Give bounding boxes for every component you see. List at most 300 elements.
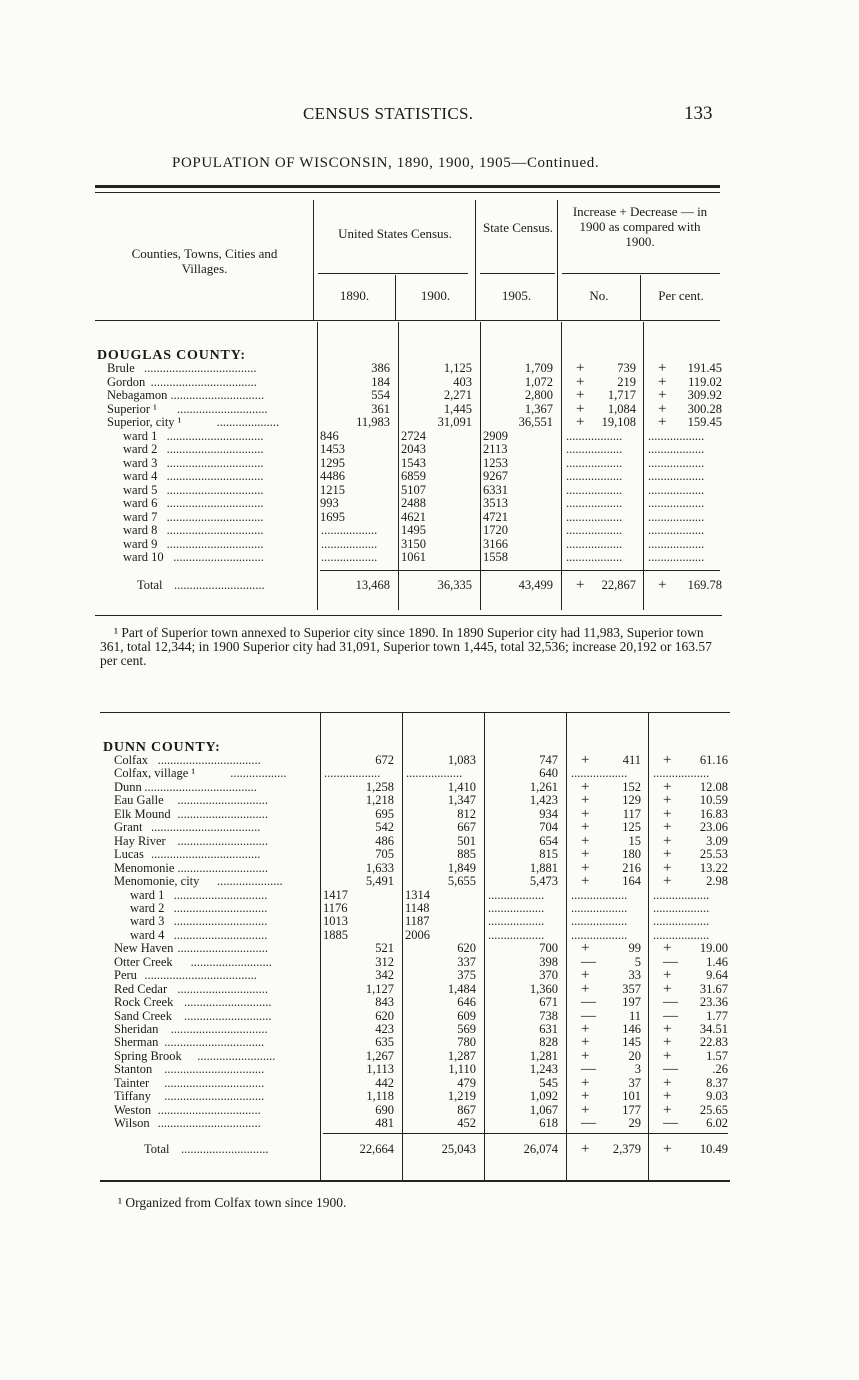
change-no: 164 [622, 874, 641, 889]
change-pct: 10.59 [699, 793, 728, 808]
leader-dots: .............................. [173, 928, 268, 942]
change-pct: 10.49 [699, 1142, 728, 1156]
value-1890: 13,468 [355, 578, 390, 592]
value-1890: 1,113 [366, 1062, 394, 1077]
value-1890: 1885 [323, 927, 348, 942]
change-sign: — [581, 1115, 596, 1132]
value-1905: 1,072 [524, 374, 553, 389]
table-title: POPULATION OF WISCONSIN, 1890, 1900, 1905—Continued. [172, 155, 600, 171]
leader-dots: ............................. [177, 982, 269, 996]
value-1905: 5,473 [529, 874, 558, 889]
change-no: 177 [622, 1102, 641, 1117]
change-pct: 12.08 [699, 779, 728, 794]
table-row [0, 416, 859, 429]
row-name: ward 8 [123, 523, 158, 537]
row-name: Total [137, 578, 163, 592]
pct-sign: + [658, 373, 667, 390]
value-1890: 554 [371, 388, 390, 402]
change-sign: + [581, 752, 590, 768]
value-1900: 375 [457, 968, 476, 983]
dots: .................. [571, 915, 628, 929]
douglas-total-rule [320, 570, 720, 571]
value-1905: 2113 [483, 442, 508, 456]
change-no: 129 [622, 793, 641, 808]
leader-dots: ............................. [173, 551, 264, 564]
row-name: Lucas [114, 847, 144, 862]
value-1900: 646 [457, 995, 476, 1010]
change-no: 29 [628, 1116, 641, 1131]
dots: .................. [648, 429, 705, 443]
pct-sign: + [663, 752, 672, 768]
value-1890: 11,983 [356, 415, 390, 429]
pct-sign: — [663, 1061, 678, 1078]
change-no: 145 [622, 1035, 641, 1050]
change-no: 197 [622, 995, 641, 1010]
pct-sign: + [663, 792, 672, 809]
value-1890: 635 [375, 1035, 394, 1050]
change-no: 20 [628, 1048, 641, 1063]
dots: .................. [566, 524, 623, 537]
change-no: 5 [634, 954, 641, 969]
dots: .................. [488, 928, 545, 942]
table-row [0, 754, 859, 767]
leader-dots: ............................ [184, 996, 272, 1010]
value-1900: 1,125 [443, 361, 472, 375]
value-1890: 705 [375, 847, 394, 862]
dots: .................. [321, 537, 378, 551]
value-1890: 620 [375, 1008, 394, 1023]
change-sign: + [576, 400, 585, 417]
table-row [0, 524, 859, 537]
value-1900: 1148 [405, 900, 430, 915]
change-no: 219 [617, 374, 636, 389]
pct-sign: + [663, 778, 672, 795]
row-name: ward 3 [123, 455, 158, 470]
pct-sign: — [663, 1115, 678, 1132]
change-no: 33 [628, 968, 641, 983]
value-1905: 1,243 [529, 1062, 558, 1077]
change-sign: + [576, 414, 585, 430]
leader-dots: ............................... [166, 429, 264, 443]
row-name: Hay River [114, 833, 166, 848]
dots: .................. [653, 888, 710, 902]
leader-dots: .................................... [144, 362, 257, 375]
change-no: 101 [622, 1089, 641, 1104]
change-sign: + [581, 846, 590, 863]
value-1900: 1495 [401, 523, 426, 537]
value-1900: 867 [457, 1102, 476, 1117]
dots: .................. [321, 524, 378, 537]
dots: .................. [488, 915, 545, 929]
value-1890: 1,633 [365, 860, 394, 875]
change-no: 152 [622, 779, 641, 794]
value-1905: 1,709 [524, 361, 553, 375]
change-sign: + [581, 980, 590, 997]
change-no: 739 [617, 361, 636, 375]
row-name: ward 5 [123, 482, 158, 497]
change-no: 22,867 [601, 578, 636, 592]
leader-dots: ............................. [174, 579, 265, 592]
row-name: Weston [114, 1102, 152, 1117]
change-pct: 16.83 [699, 806, 728, 821]
change-sign: — [581, 1007, 596, 1024]
change-sign: + [581, 819, 590, 836]
col-header-1890: 1890. [339, 288, 370, 303]
value-1890: 1,127 [365, 981, 394, 996]
value-1890: 312 [375, 954, 394, 969]
change-pct: .26 [712, 1062, 728, 1077]
value-1905: 43,499 [518, 578, 553, 592]
value-1890: 672 [375, 753, 394, 767]
change-no: 2,379 [612, 1142, 641, 1156]
dots: .................. [566, 456, 623, 470]
row-name: Gordon [107, 374, 146, 389]
value-1890: 1,267 [365, 1048, 394, 1063]
value-1900: 569 [457, 1022, 476, 1036]
pct-sign: + [663, 819, 672, 836]
change-no: 216 [622, 860, 641, 875]
leader-dots: .............................. [173, 888, 268, 902]
change-pct: 23.36 [699, 995, 728, 1010]
value-1890: 1453 [320, 442, 345, 456]
pct-sign: + [663, 1021, 672, 1037]
value-1900: 5107 [401, 482, 426, 497]
value-1900: 1061 [401, 550, 426, 564]
change-sign: + [581, 1141, 590, 1157]
row-name: Colfax [114, 753, 149, 767]
value-1905: 1558 [483, 550, 508, 564]
dunn-top-rule [100, 712, 730, 713]
value-1890: 423 [375, 1022, 394, 1036]
change-sign: + [581, 873, 590, 890]
value-1900: 2,271 [443, 388, 472, 402]
leader-dots: .............................. [173, 915, 268, 929]
table-row [0, 497, 859, 510]
change-pct: 1.77 [706, 1008, 728, 1023]
table-row [0, 821, 859, 834]
table-row [0, 953, 859, 970]
dots: .................. [566, 510, 623, 524]
value-1890: 1013 [323, 914, 348, 929]
row-name: New Haven [114, 941, 174, 956]
dunn-footnote: ¹ Organized from Colfax town since 1900. [118, 1195, 347, 1210]
col-header-us-census: United States Census. [338, 226, 452, 241]
value-1905: 398 [539, 954, 558, 969]
value-1900: 337 [457, 954, 476, 969]
row-name: ward 4 [130, 927, 165, 942]
leader-dots: ............................... [166, 524, 264, 537]
change-sign: + [576, 373, 585, 390]
table-row [0, 1117, 859, 1130]
row-name: ward 2 [130, 900, 165, 915]
table-row [0, 470, 859, 483]
value-1900: 5,655 [447, 874, 476, 889]
row-name: ward 10 [123, 550, 164, 564]
change-pct: 34.51 [699, 1022, 728, 1036]
dots: .................. [648, 497, 705, 510]
value-1900: 4621 [401, 509, 426, 524]
change-no: 357 [622, 981, 641, 996]
value-1905: 1,067 [529, 1102, 558, 1117]
value-1905: 1,881 [529, 860, 558, 875]
dots: .................. [324, 767, 381, 781]
table-row [0, 794, 859, 807]
row-name: ward 1 [130, 887, 165, 902]
dunn-bottom-rule [100, 1180, 730, 1182]
change-sign: — [581, 953, 596, 970]
change-sign: + [581, 778, 590, 795]
change-sign: + [581, 805, 590, 822]
pct-sign: + [663, 1101, 672, 1118]
total-row [0, 579, 859, 592]
row-name: Grant [114, 820, 143, 835]
change-no: 1,084 [607, 401, 636, 416]
value-1905: 6331 [483, 482, 508, 497]
change-pct: 61.16 [699, 753, 728, 767]
table-row [0, 1101, 859, 1118]
dots: .................. [566, 429, 623, 443]
pct-sign: + [658, 577, 667, 593]
value-1890: 361 [371, 401, 390, 416]
change-pct: 9.64 [706, 968, 728, 983]
change-no: 15 [628, 833, 641, 848]
change-pct: 9.03 [706, 1089, 728, 1104]
value-1890: 542 [375, 820, 394, 835]
value-1900: 1,219 [447, 1089, 476, 1104]
leader-dots: ..................... [217, 875, 283, 889]
value-1900: 403 [453, 374, 472, 389]
value-1890: 1295 [320, 455, 345, 470]
table-row [0, 1090, 859, 1103]
value-1905: 1,360 [529, 981, 558, 996]
table-row [0, 430, 859, 443]
dots: .................. [488, 901, 545, 915]
row-name: Tainter [114, 1075, 150, 1090]
dots: .................. [648, 483, 705, 497]
change-pct: 191.45 [687, 361, 722, 375]
pct-sign: + [663, 832, 672, 849]
value-1890: 442 [375, 1075, 394, 1090]
change-no: 11 [628, 1008, 641, 1023]
pct-sign: + [658, 400, 667, 417]
row-name: Otter Creek [114, 954, 173, 969]
change-pct: 23.06 [699, 820, 728, 835]
leader-dots: .................................... [144, 969, 257, 983]
change-sign: + [581, 1034, 590, 1051]
value-1905: 704 [539, 820, 558, 835]
col-header-1900: 1900. [420, 288, 451, 303]
leader-dots: ................................. [157, 1117, 261, 1131]
change-pct: 13.22 [699, 860, 728, 875]
change-sign: + [576, 577, 585, 593]
table-row [0, 889, 859, 902]
douglas-bottom-rule [95, 615, 722, 616]
row-name: ward 6 [123, 496, 158, 510]
table-row [0, 859, 859, 876]
leader-dots: ............................. [177, 942, 269, 956]
dots: .................. [648, 443, 705, 456]
pct-sign: + [658, 387, 667, 403]
value-1900: 780 [457, 1035, 476, 1050]
value-1900: 31,091 [437, 415, 472, 429]
row-name: Sherman [114, 1035, 159, 1050]
table-row [0, 511, 859, 524]
pct-sign: — [663, 1007, 678, 1024]
pct-sign: — [663, 994, 678, 1011]
change-no: 146 [622, 1022, 641, 1036]
row-name: Menomonie, city [114, 874, 200, 889]
value-1890: 695 [375, 806, 394, 821]
value-1900: 1,347 [447, 793, 476, 808]
value-1900: 609 [457, 1008, 476, 1023]
dots: .................. [571, 767, 628, 781]
row-name: Wilson [114, 1116, 150, 1131]
pct-sign: + [663, 1141, 672, 1157]
table-row [0, 767, 859, 780]
douglas-county-title: DOUGLAS COUNTY: [97, 348, 246, 363]
row-name: ward 2 [123, 442, 158, 456]
change-pct: 309.92 [687, 388, 722, 402]
value-1900: 885 [457, 847, 476, 862]
leader-dots: .................................... [144, 780, 257, 794]
change-pct: 8.37 [706, 1075, 728, 1090]
dots: .................. [653, 767, 710, 781]
change-pct: 1.57 [706, 1048, 728, 1063]
value-1890: 4486 [320, 469, 345, 483]
value-1900: 1,287 [447, 1048, 476, 1063]
table-row [0, 902, 859, 915]
value-1890: 486 [375, 833, 394, 848]
change-sign: + [581, 1074, 590, 1091]
page-number: 133 [684, 103, 713, 124]
col-header-no: No. [589, 288, 609, 303]
dots: .................. [566, 537, 623, 551]
row-name: Peru [114, 968, 137, 983]
change-sign: + [581, 1021, 590, 1037]
pct-sign: + [658, 360, 667, 376]
total-row [0, 1143, 859, 1156]
value-1905: 654 [539, 833, 558, 848]
row-name: ward 7 [123, 509, 158, 524]
dots: .................. [571, 888, 628, 902]
leader-dots: ............................. [177, 834, 269, 848]
leader-dots: ............................... [166, 537, 264, 551]
change-pct: 19.00 [699, 941, 728, 956]
value-1905: 2,800 [524, 388, 553, 402]
change-sign: + [576, 360, 585, 376]
value-1890: 5,491 [365, 874, 394, 889]
table-row [0, 1063, 859, 1076]
table-row [0, 969, 859, 982]
leader-dots: ................................ [164, 1036, 265, 1050]
change-sign: + [581, 1088, 590, 1105]
leader-dots: ............................... [166, 456, 264, 470]
value-1890: 386 [371, 361, 390, 375]
value-1900: 812 [457, 806, 476, 821]
value-1905: 815 [539, 847, 558, 862]
dots: .................. [653, 915, 710, 929]
value-1905: 747 [539, 753, 558, 767]
table-row [0, 457, 859, 470]
table-row [0, 551, 859, 564]
value-1900: 2724 [401, 428, 426, 443]
row-name: Rock Creek [114, 995, 174, 1010]
value-1890: 843 [375, 995, 394, 1010]
change-no: 411 [622, 753, 641, 767]
value-1900: 3150 [401, 536, 426, 551]
col-header-pct: Per cent. [658, 288, 704, 303]
change-pct: 2.98 [706, 874, 728, 889]
pct-sign: + [663, 859, 672, 876]
leader-dots: .............................. [173, 901, 268, 915]
change-pct: 300.28 [687, 401, 722, 416]
dots: .................. [653, 901, 710, 915]
col-header-1905: 1905. [501, 288, 532, 303]
value-1905: 1,261 [529, 779, 558, 794]
top-rule-thick [95, 185, 720, 188]
table-row [0, 848, 859, 861]
leader-dots: .................................. [150, 375, 257, 389]
table-row [0, 996, 859, 1009]
value-1890: 184 [371, 374, 390, 389]
table-row [0, 484, 859, 497]
change-pct: 22.83 [699, 1035, 728, 1050]
value-1905: 4721 [483, 509, 508, 524]
leader-dots: ............................... [166, 443, 264, 456]
dots: .................. [648, 551, 705, 564]
value-1900: 452 [457, 1116, 476, 1131]
dots: .................. [566, 443, 623, 456]
leader-dots: ............................ [181, 1143, 269, 1156]
dots: .................. [566, 483, 623, 497]
table-row [0, 1047, 859, 1064]
value-1890: 846 [320, 428, 339, 443]
row-name: Colfax, village ¹ [114, 766, 196, 781]
change-sign: + [581, 792, 590, 809]
pct-sign: + [663, 873, 672, 890]
value-1905: 738 [539, 1008, 558, 1023]
table-row [0, 1007, 859, 1024]
value-1905: 3513 [483, 496, 508, 510]
value-1900: 620 [457, 941, 476, 956]
value-1900: 1,849 [447, 860, 476, 875]
hdr-subrule [480, 273, 555, 274]
value-1905: 1,281 [529, 1048, 558, 1063]
col-header-state-census: State Census. [482, 220, 554, 235]
leader-dots: ............................... [166, 510, 264, 524]
table-row [0, 929, 859, 942]
value-1905: 640 [539, 766, 558, 781]
value-1905: 1720 [483, 523, 508, 537]
leader-dots: ............................. [177, 402, 268, 416]
pct-sign: + [663, 1034, 672, 1051]
dots: .................. [571, 928, 628, 942]
value-1905: 828 [539, 1035, 558, 1050]
value-1905: 370 [539, 968, 558, 983]
change-no: 117 [622, 806, 641, 821]
change-pct: 1.46 [706, 954, 728, 969]
row-name: Menomonie [114, 860, 175, 875]
change-sign: + [581, 859, 590, 876]
value-1900: 25,043 [441, 1142, 476, 1156]
leader-dots: .......................... [190, 955, 272, 969]
change-pct: 6.02 [706, 1116, 728, 1131]
pct-sign: + [663, 967, 672, 984]
page-header-title: CENSUS STATISTICS. [303, 104, 474, 123]
value-1890: 1176 [323, 900, 348, 915]
change-sign: + [581, 832, 590, 849]
value-1900: 1314 [405, 887, 430, 902]
